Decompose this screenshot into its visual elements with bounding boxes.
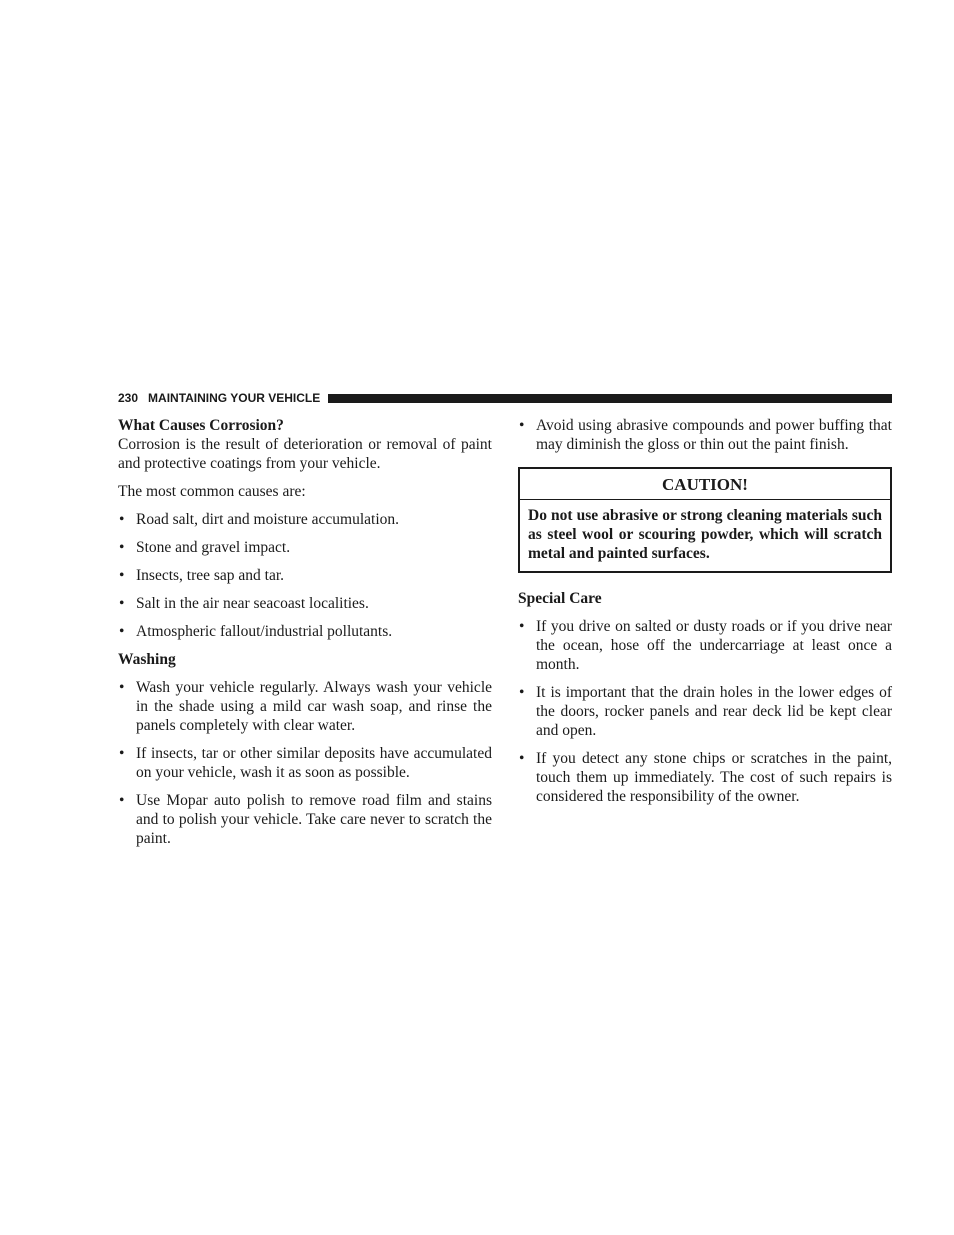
special-care-heading: Special Care [518,590,602,607]
caution-box [518,467,892,573]
list-item: • If insects, tar or other similar deposits have accumulated on your vehicle, wash it as soon as possible. [119,745,492,781]
bullet-icon: • [519,750,525,767]
bullet-icon: • [119,511,125,528]
abrasive-list [518,416,892,454]
header-rule [328,394,892,403]
list-item: • Atmospheric fallout/industrial pollutants. [119,623,393,640]
bullet-icon: • [119,623,125,640]
bullet-icon: • [119,679,125,696]
list-item: • Stone and gravel impact. [119,539,291,556]
corrosion-heading: What Causes Corrosion? [118,417,284,434]
list-item: • If you detect any stone chips or scratches in the paint, touch them up immediately. The cost of such repairs is considered the responsibility of the owner. [519,750,892,805]
list-item: • It is important that the drain holes in the lower edges of the doors, rocker panels and rear deck lid be kept clear and open. [519,684,892,739]
bullet-icon: • [119,539,125,556]
right-column [518,416,892,815]
section-title: MAINTAINING YOUR VEHICLE [148,391,321,405]
list-item: • Wash your vehicle regularly. Always wash your vehicle in the shade using a mild car wash soap, and rinse the panels completely with clear water. [119,679,492,734]
list-item: • If you drive on salted or dusty roads or if you drive near the ocean, hose off the undercarriage at least once a month. [519,618,892,673]
list-item: • Avoid using abrasive compounds and power buffing that may diminish the gloss or thin out the paint finish. [519,417,892,453]
bullet-icon: • [119,567,125,584]
special-care-list [518,617,892,806]
list-item: • Use Mopar auto polish to remove road film and stains and to polish your vehicle. Take care never to scratch the paint. [119,792,492,847]
bullet-icon: • [519,618,525,635]
corrosion-intro: Corrosion is the result of deterioration or removal of paint and protective coatings from your vehicle. [118,436,492,472]
list-item: • Road salt, dirt and moisture accumulation. [119,511,400,528]
bullet-icon: • [119,595,125,612]
washing-heading: Washing [118,651,176,668]
left-column [118,416,492,857]
bullet-icon: • [119,792,125,809]
causes-intro: The most common causes are: [118,483,306,500]
causes-list [118,510,492,641]
bullet-icon: • [119,745,125,762]
list-item: • Salt in the air near seacoast localities. [119,595,369,612]
page-header [118,390,892,406]
list-item: • Insects, tree sap and tar. [119,567,285,584]
caution-title: CAUTION! [520,469,890,500]
caution-body: Do not use abrasive or strong cleaning materials such as steel wool or scouring powder, which will scratch metal and painted surfaces. [528,507,882,562]
washing-list [118,678,492,848]
bullet-icon: • [519,417,525,434]
page-number: 230 [118,391,139,405]
bullet-icon: • [519,684,525,701]
